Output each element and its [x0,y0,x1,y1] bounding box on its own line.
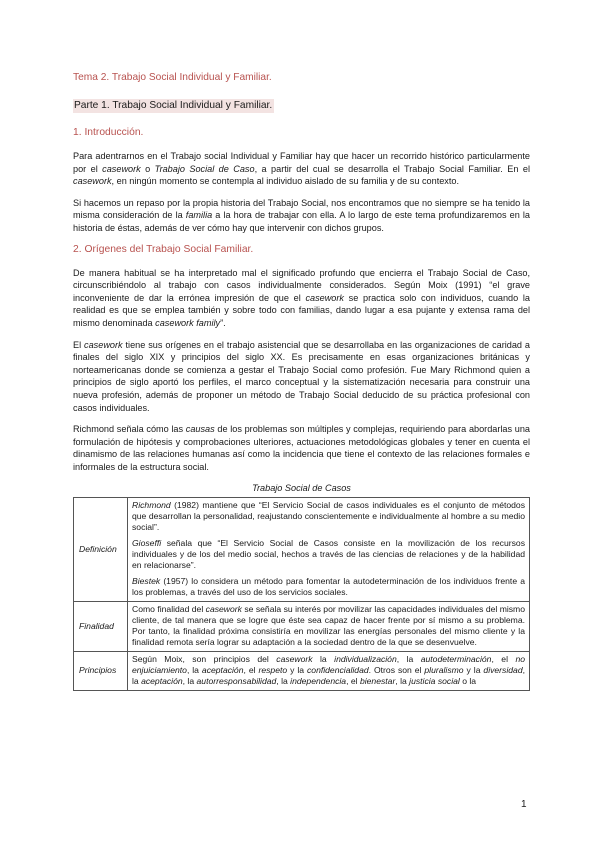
finalidad-text: Como finalidad del casework se señala su interés por movilizar las capacidades individuales del mismo cliente, de tal manera que se logre que éste sea capaz de hacer frente por sí mismo a su problema. Por tanto, la finalidad próxima consistiría en movilizar las energías personales del mismo cliente y la finalidad remota sería lograr su adaptación a la sociedad dentro de la que se desenvuelve. [132,604,525,648]
row-content [128,498,530,602]
principios-text: Según Moix, son principios del casework la individualización, la autodeterminación, el no enjuiciamiento, la aceptación, el respeto y la confidencialidad. Otros son el pluralismo y la diversidad, la aceptación, la autorresponsabilidad, la independencia, el bienestar, la justicia social o la [132,654,525,687]
table-caption: Trabajo Social de Casos [252,483,351,494]
document-page [73,62,530,691]
parte-heading: Parte 1. Trabajo Social Individual y Familiar. [74,100,273,111]
table-row [74,652,530,691]
row-content [128,602,530,652]
section-1-paragraph-2: Si hacemos un repaso por la propia historia del Trabajo Social, nos encontramos que no siempre se ha tenido la misma consideración de la familia a la hora de trabajar con ella. A lo largo de este tema profundizaremos en la historia de éstas, además de ver cómo hay que intervenir con dichos grupos. [73,197,530,233]
page-number: 1 [521,799,527,810]
tema-title: Tema 2. Trabajo Social Individual y Familiar. [73,72,272,83]
row-label: Principios [74,652,128,691]
table-row [74,498,530,602]
definition-biestek: Biestek (1957) lo considera un método para fomentar la autodeterminación de los individuos frente a los problemas, a través del uso de los servicios sociales. [132,576,525,598]
casework-table [73,497,530,691]
definition-gioseffi: Gioseffi señala que “El Servicio Social de Casos consiste en la movilización de los recursos individuales y de los del medio social, hechos a través de las ciencias de relaciones y de la habilidad en relacionarse”. [132,538,525,571]
definition-richmond: Richmond (1982) mantiene que “El Servicio Social de casos individuales es el conjunto de métodos que desarrollan la personalidad, reajustando conscientemente e individualmente al hombre a su medio social”. [132,500,525,533]
section-2-paragraph-1: De manera habitual se ha interpretado mal el significado profundo que encierra el Trabajo Social de Caso, circunscribiéndolo al trabajo con casos individualmente considerados. Según Moix (1991) “el grave inconveniente de dar la errónea impresión de que el casework se practica solo con individuos, cuando la realidad es que se emplea también y sobre todo con familias, dando lugar a esa pujante y extensa rama del mismo denominada casework family”. [73,267,530,328]
section-1-heading: 1. Introducción. [73,127,144,138]
section-2-paragraph-2: El casework tiene sus orígenes en el trabajo asistencial que se desarrollaba en las organizaciones de caridad a finales del siglo XIX y principios del siglo XX. Es precisamente en esas organizaciones británicas y norteamericanas donde se comienza a gestar el Trabajo Social como profesión. Fue Mary Richmond quien a principios de siglo aportó los perfiles, el marco conceptual y la sistematización necesaria para construir una nueva profesión, además de proponer un método de Trabajo Social deducido de su práctica profesional con casos individuales. [73,339,531,413]
row-label: Finalidad [74,602,128,652]
section-2-heading: 2. Orígenes del Trabajo Social Familiar. [73,243,254,255]
row-label: Definición [74,498,128,602]
table-row [74,602,530,652]
row-content [128,652,530,691]
section-2-paragraph-3: Richmond señala cómo las causas de los problemas son múltiples y complejas, requiriendo para abordarlas una formulación de hipótesis y comprobaciones ulteriores, actuaciones metodológicas globales y tener en cuenta el dinamismo de las relaciones humanas así como la incidencia que tiene el contexto de las relaciones formales e informales de la estructura social. [73,424,530,472]
section-1-paragraph-1: Para adentrarnos en el Trabajo social Individual y Familiar hay que hacer un recorrido histórico particularmente por el casework o Trabajo Social de Caso, a partir del cual se desarrolla el Trabajo Social Familiar. En el casework, en ningún momento se contempla al individuo aislado de su familia y de su contexto. [73,151,530,187]
